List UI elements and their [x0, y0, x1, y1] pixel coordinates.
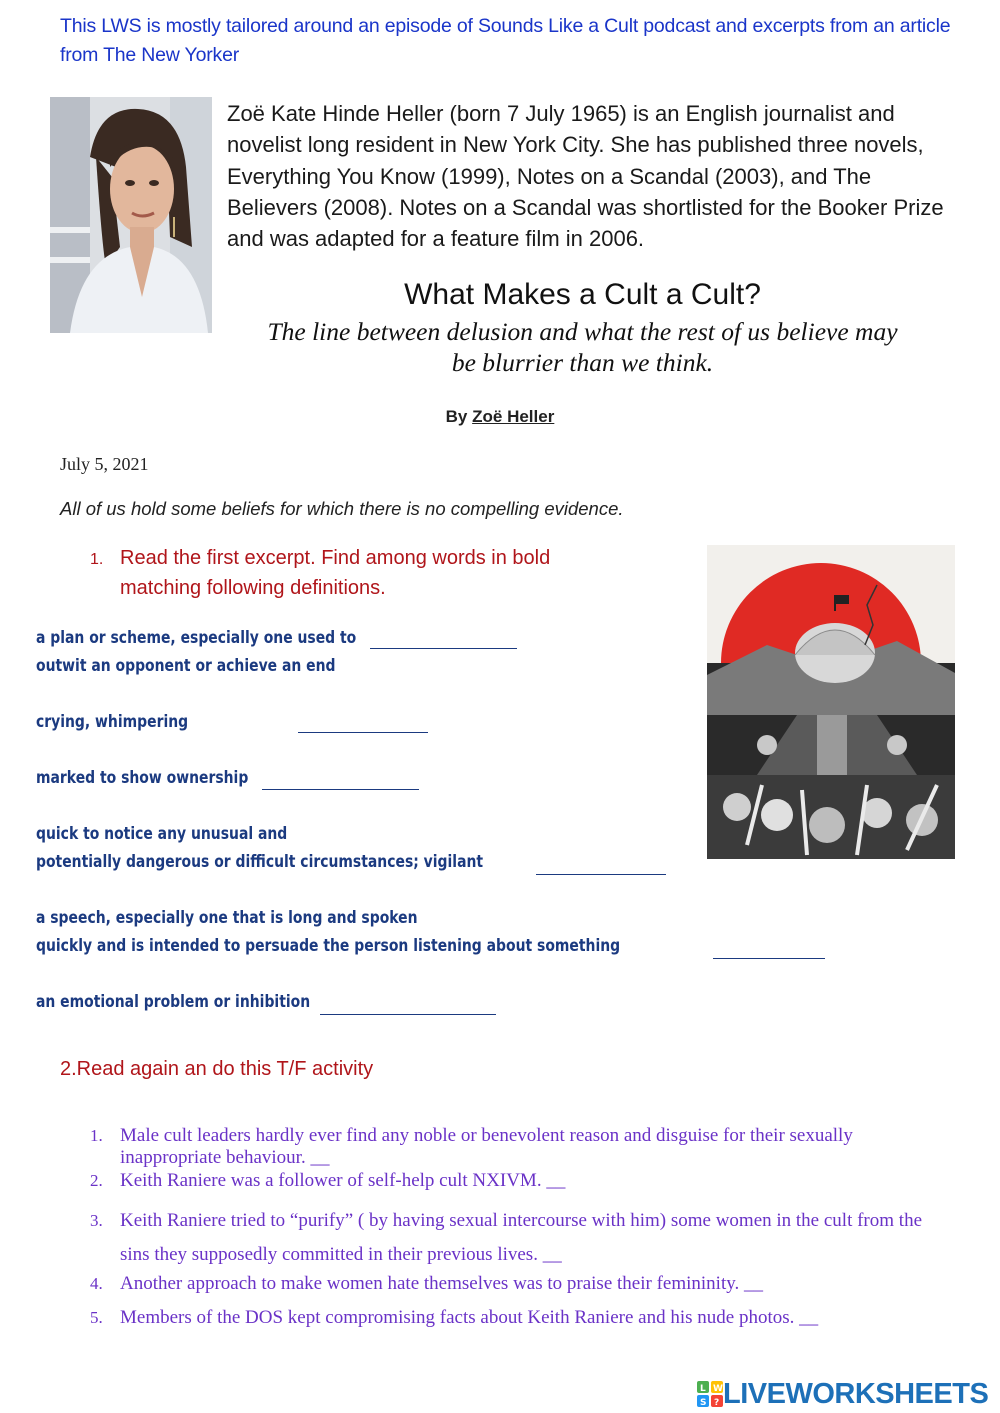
tf-item-5	[90, 1307, 950, 1329]
definition-line: crying, whimpering	[36, 712, 189, 732]
definition-5	[36, 904, 620, 960]
task2-heading: 2.Read again an do this T/F activity	[60, 1058, 374, 1080]
definition-line: marked to show ownership	[36, 768, 249, 788]
definition-line: quick to notice any unusual and	[36, 824, 288, 844]
definition-line: quickly and is intended to persuade the person listening about something	[36, 936, 621, 956]
task1-line: Read the first excerpt. Find among words in bold	[120, 547, 551, 569]
intro-note: This LWS is mostly tailored around an episode of Sounds Like a Cult podcast and excerpts from an article from The New Yorker	[60, 15, 951, 66]
answer-blank-5[interactable]	[713, 958, 825, 959]
definition-line: an emotional problem or inhibition	[36, 992, 311, 1012]
liveworksheets-logo[interactable]	[697, 1378, 988, 1410]
tf-item-1	[90, 1125, 950, 1169]
cult-collage-image	[707, 545, 955, 859]
tf-statement: Keith Raniere was a follower of self-help cult NXIVM. __	[120, 1170, 566, 1191]
definition-line: outwit an opponent or achieve an end	[36, 656, 336, 676]
answer-blank-3[interactable]	[262, 789, 419, 790]
tf-number: 2.	[90, 1171, 103, 1190]
author-portrait	[50, 97, 212, 333]
logo-badge-letter: W	[713, 1384, 723, 1394]
answer-blank-6[interactable]	[320, 1014, 496, 1015]
definition-4	[36, 820, 483, 876]
author-link[interactable]: Zoë Heller	[472, 407, 555, 426]
definition-3	[36, 764, 248, 792]
article-subheadline	[230, 316, 935, 378]
article-date: July 5, 2021	[60, 454, 149, 474]
article-lead: All of us hold some beliefs for which there is no compelling evidence.	[60, 498, 624, 519]
byline-prefix: By	[445, 407, 468, 426]
subheadline-line: The line between delusion and what the rest of us believe may	[267, 317, 898, 346]
subheadline-line: be blurrier than we think.	[451, 348, 714, 377]
task1-line: matching following definitions.	[120, 577, 386, 599]
tf-statement: Keith Raniere tried to “purify” ( by having sexual intercourse with him) some women in the cult from the sins they supposedly committed in their previous lives. __	[120, 1210, 922, 1265]
logo-text: LIVEWORKSHEETS	[723, 1377, 989, 1410]
tf-number: 1.	[90, 1126, 103, 1145]
article-headline: What Makes a Cult a Cult?	[404, 278, 761, 311]
logo-badge-letter: ?	[714, 1398, 720, 1407]
tf-item-4	[90, 1273, 950, 1295]
definition-line: potentially dangerous or difficult circumstances; vigilant	[36, 852, 484, 872]
answer-blank-2[interactable]	[298, 732, 428, 733]
byline	[300, 407, 700, 427]
tf-statement: Another approach to make women hate themselves was to praise their femininity. __	[120, 1273, 763, 1294]
task1-number: 1.	[90, 551, 104, 568]
definition-line: a speech, especially one that is long and spoken	[36, 908, 418, 928]
answer-blank-1[interactable]	[370, 648, 517, 649]
definition-1	[36, 624, 356, 680]
tf-item-3	[90, 1204, 950, 1272]
tf-statement: Male cult leaders hardly ever find any noble or benevolent reason and disguise for their sexually inappropriate behaviour. __	[120, 1125, 853, 1168]
logo-badge-letter: S	[700, 1398, 707, 1407]
logo-badge-letter: L	[700, 1384, 706, 1394]
tf-item-2	[90, 1170, 950, 1192]
answer-blank-4[interactable]	[536, 874, 666, 875]
definition-6	[36, 988, 310, 1016]
tf-statement: Members of the DOS kept compromising facts about Keith Raniere and his nude photos. __	[120, 1307, 819, 1328]
author-bio: Zoë Kate Hinde Heller (born 7 July 1965) is an English journalist and novelist long resident in New York City. She has published three novels, Everything You Know (1999), Notes on a Scandal (2003), and The Believers (2008). Notes on a Scandal was shortlisted for the Booker Prize and was adapted for a feature film in 2006.	[227, 101, 944, 252]
tf-number: 5.	[90, 1308, 103, 1327]
tf-number: 3.	[90, 1211, 103, 1230]
definition-2	[36, 708, 188, 736]
tf-number: 4.	[90, 1274, 103, 1293]
logo-badge-icon	[697, 1381, 723, 1407]
definition-line: a plan or scheme, especially one used to	[36, 628, 357, 648]
task1-heading	[90, 544, 650, 603]
